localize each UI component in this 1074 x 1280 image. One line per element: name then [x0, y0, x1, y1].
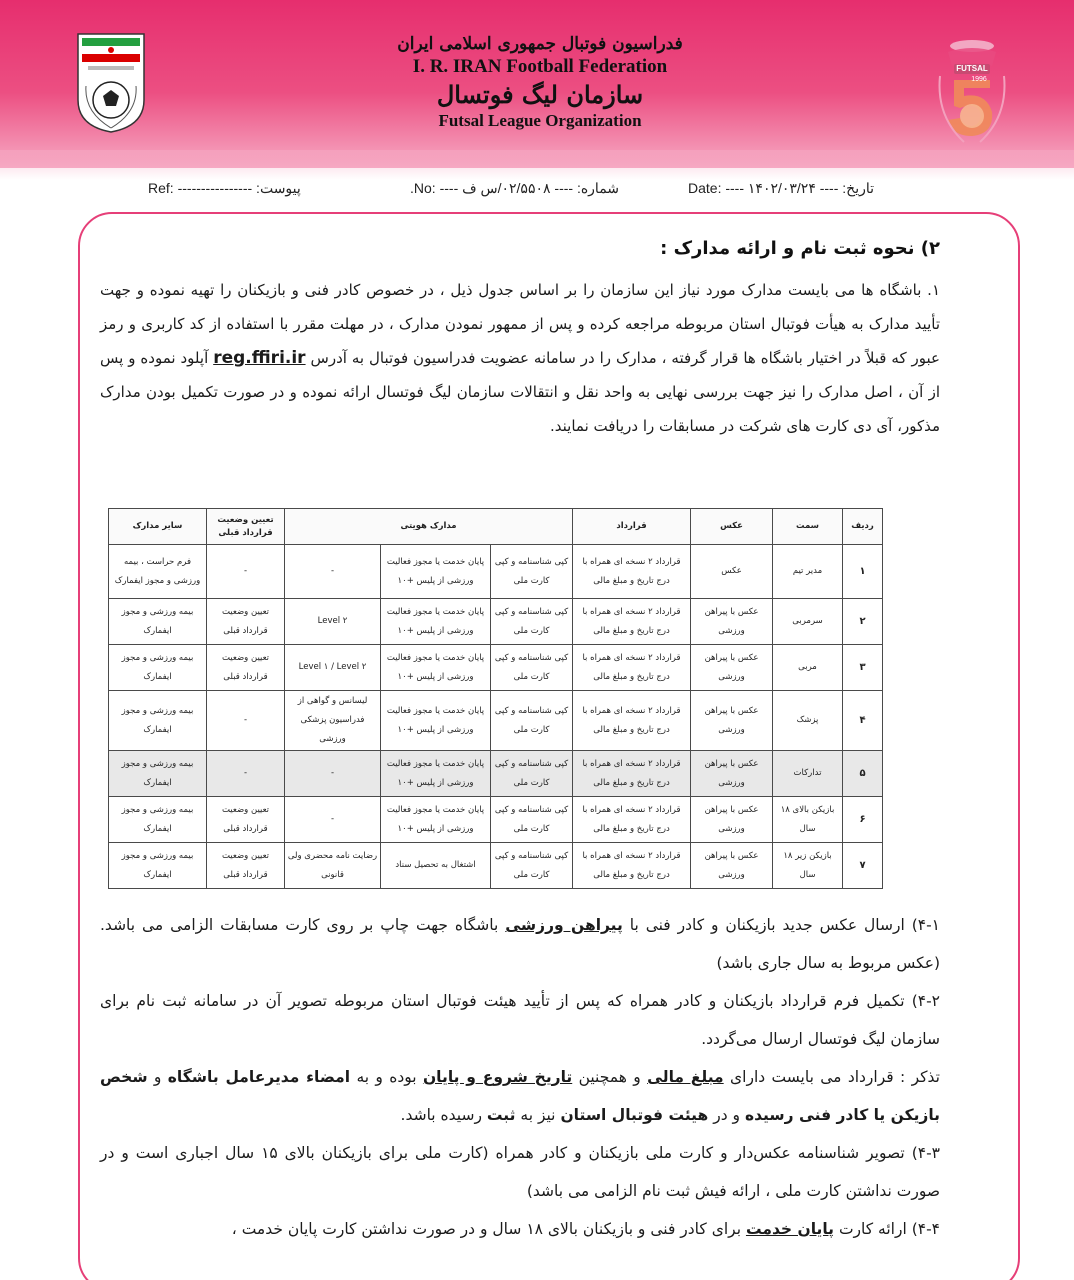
table-row — [109, 843, 883, 889]
table-cell: ۶ — [843, 797, 883, 843]
table-cell: تعیین وضعیت قرارداد قبلی — [207, 599, 285, 645]
registration-paragraph — [100, 273, 940, 443]
table-cell: بیمه ورزشی و مجوز ایفمارک — [109, 645, 207, 691]
league-name-en: Futsal League Organization — [438, 111, 642, 130]
reminder-text-i: و در — [713, 1106, 741, 1124]
federation-name-en: I. R. IRAN Football Federation — [412, 56, 668, 77]
header-other-docs: سایر مدارک — [109, 509, 207, 545]
table-cell: کپی شناسنامه و کپی کارت ملی — [491, 797, 573, 843]
table-row — [109, 545, 883, 599]
table-cell: کپی شناسنامه و کپی کارت ملی — [491, 545, 573, 599]
table-cell: کپی شناسنامه و کپی کارت ملی — [491, 751, 573, 797]
table-cell: تعیین وضعیت قرارداد قبلی — [207, 797, 285, 843]
registration-section — [100, 238, 940, 443]
reminder-text-m: رسیده باشد. — [400, 1106, 482, 1124]
table-cell: پایان خدمت یا مجوز فعالیت ورزشی از پلیس +۱۰ — [381, 545, 491, 599]
table-row — [109, 797, 883, 843]
header-identity-docs: مدارک هویتی — [285, 509, 573, 545]
table-cell: بیمه ورزشی و مجوز ایفمارک — [109, 691, 207, 751]
date-field: تاریخ: ---- ۱۴۰۲/۰۳/۲۴ ---- :Date — [688, 180, 875, 196]
table-cell: لیسانس و گواهی از فدراسیون پزشکی ورزشی — [285, 691, 381, 751]
table-cell: بیمه ورزشی و مجوز ایفمارک — [109, 797, 207, 843]
reminder-ceo-signature: امضاء مدیرعامل باشگاه — [167, 1068, 351, 1086]
reminder-financial-amount: مبلغ مالی — [647, 1068, 724, 1086]
table-row — [109, 691, 883, 751]
header-photo: عکس — [691, 509, 773, 545]
table-cell: بیمه ورزشی و مجوز ایفمارک — [109, 599, 207, 645]
table-cell: عکس با پیراهن ورزشی — [691, 797, 773, 843]
paragraph-after-link: آپلود نموده و پس از آن ، اصل مدارک را نیز جهت بررسی نهایی به واحد نقل و انتقالات سازمان لیگ فوتسال ارائه نموده و در صورت تکمیل بودن مدارک مذکور، آی دی کارت های شرکت در مسابقات را دریافت نمایند. — [100, 349, 940, 435]
table-cell: عکس با پیراهن ورزشی — [691, 645, 773, 691]
table-cell: قرارداد ۲ نسخه ای همراه با درج تاریخ و مبلغ مالی — [573, 645, 691, 691]
table-cell: قرارداد ۲ نسخه ای همراه با درج تاریخ و مبلغ مالی — [573, 751, 691, 797]
table-cell: تدارکات — [773, 751, 843, 797]
table-cell: ۴ — [843, 691, 883, 751]
table-cell: عکس با پیراهن ورزشی — [691, 843, 773, 889]
table-cell: مدیر تیم — [773, 545, 843, 599]
letterhead-fade — [0, 150, 1074, 180]
number-field: شماره: ---- ۰۲/۵۵۰۸/س ف ---- :No. — [410, 180, 620, 196]
table-header-row — [109, 509, 883, 545]
table-cell: قرارداد ۲ نسخه ای همراه با درج تاریخ و مبلغ مالی — [573, 691, 691, 751]
table-cell: اشتغال به تحصیل سناد — [381, 843, 491, 889]
futsal-badge-text: FUTSAL — [956, 64, 988, 73]
note-4-4-text-c: برای کادر فنی و بازیکنان بالای ۱۸ سال و در صورت نداشتن کارت پایان خدمت ، — [231, 1220, 742, 1238]
table-cell: - — [285, 751, 381, 797]
futsal-league-logo-icon — [934, 36, 1010, 146]
reminder-text-g: و — [153, 1068, 162, 1086]
table-cell: تعیین وضعیت قرارداد قبلی — [207, 843, 285, 889]
table-cell: فرم حراست ، بیمه ورزشی و مجوز ایفمارک — [109, 545, 207, 599]
table-cell: قرارداد ۲ نسخه ای همراه با درج تاریخ و مبلغ مالی — [573, 545, 691, 599]
table-cell: - — [207, 545, 285, 599]
table-cell: عکس با پیراهن ورزشی — [691, 691, 773, 751]
section-title: ۲) نحوه ثبت نام و ارائه مدارک : — [660, 238, 940, 259]
table-cell: کپی شناسنامه و کپی کارت ملی — [491, 691, 573, 751]
table-cell: عکس با پیراهن ورزشی — [691, 751, 773, 797]
reminder-player-signature: شخص بازیکن یا کادر فنی رسیده — [100, 1068, 940, 1124]
table-cell: پایان خدمت یا مجوز فعالیت ورزشی از پلیس +۱۰ — [381, 645, 491, 691]
note-4-3: ۴-۳) تصویر شناسنامه عکس‌دار و کارت ملی بازیکنان و کادر همراه (کارت ملی برای بازیکنان بالای ۱۵ سال اجباری است و در صورت نداشتن کارت ملی ، ارائه فیش ثبت نام الزامی می باشد) — [100, 1144, 940, 1200]
table-cell: ۲ — [843, 599, 883, 645]
table-cell: ۱ — [843, 545, 883, 599]
table-cell: Level ۱ / Level ۲ — [285, 645, 381, 691]
table-cell: ۵ — [843, 751, 883, 797]
table-cell: پایان خدمت یا مجوز فعالیت ورزشی از پلیس +۱۰ — [381, 797, 491, 843]
table-cell: قرارداد ۲ نسخه ای همراه با درج تاریخ و مبلغ مالی — [573, 599, 691, 645]
reminder-text-c: و همچنین — [578, 1068, 641, 1086]
table-cell: کپی شناسنامه و کپی کارت ملی — [491, 645, 573, 691]
table-row — [109, 599, 883, 645]
note-4-4 — [100, 1210, 940, 1248]
header-contract: قرارداد — [573, 509, 691, 545]
table-cell: عکس — [691, 545, 773, 599]
reminder-text-a: تذکر : قرارداد می بایست دارای — [730, 1068, 940, 1086]
table-cell: Level ۲ — [285, 599, 381, 645]
table-cell: ۷ — [843, 843, 883, 889]
reminder-start-end-date: تاریخ شروع و پایان — [422, 1068, 573, 1086]
reminder-province-board: هیئت فوتبال استان — [560, 1106, 709, 1124]
league-name-fa: سازمان لیگ فوتسال — [436, 80, 644, 109]
table-cell: مربی — [773, 645, 843, 691]
futsal-badge-year: 1996 — [971, 76, 987, 83]
table-cell: - — [285, 797, 381, 843]
note-4-4-emphasis: پایان خدمت — [745, 1220, 834, 1238]
table-cell: پایان خدمت یا مجوز فعالیت ورزشی از پلیس +۱۰ — [381, 599, 491, 645]
table-cell: پزشک — [773, 691, 843, 751]
documents-table — [108, 508, 882, 880]
header-previous-contract: تعیین وضعیت قرارداد قبلی — [207, 509, 285, 545]
table-cell: بیمه ورزشی و مجوز ایفمارک — [109, 843, 207, 889]
table-cell: بازیکن بالای ۱۸ سال — [773, 797, 843, 843]
note-4-1-emphasis: پیراهن ورزشی — [505, 916, 623, 934]
table-cell: قرارداد ۲ نسخه ای همراه با درج تاریخ و مبلغ مالی — [573, 797, 691, 843]
table-row — [109, 645, 883, 691]
paragraph-before-link: ۱. باشگاه ها می بایست مدارک مورد نیاز این سازمان را بر اساس جدول ذیل ، در خصوص کادر فنی و بازیکنان را تهیه نموده و جهت تأیید مدارک به هیأت فوتبال استان مربوطه مراجعه کرده و پس از ممهور نمودن مدارک ، در مهلت مقرر با استفاده از کد کاربری و رمز عبور که قبلاً در اختیار باشگاه ها قرار گرفته ، مدارک را در سامانه عضویت فدراسیون فوتبال به آدرس — [100, 281, 941, 367]
note-4-2: ۴-۲) تکمیل فرم قرارداد بازیکنان و کادر همراه که پس از تأیید هیئت فوتبال استان مربوطه تصویر آن در سامانه ثبت نام برای سازمان لیگ فوتسال ارسال می‌گردد. — [100, 992, 940, 1048]
table-cell: پایان خدمت یا مجوز فعالیت ورزشی از پلیس +۱۰ — [381, 691, 491, 751]
table-cell: بازیکن زیر ۱۸ سال — [773, 843, 843, 889]
note-4-1-text-a: ۴-۱) ارسال عکس جدید بازیکنان و کادر فنی با — [629, 916, 941, 934]
note-4-1 — [100, 906, 940, 982]
table-cell: کپی شناسنامه و کپی کارت ملی — [491, 843, 573, 889]
organization-title — [380, 34, 700, 131]
ffiri-emblem-icon — [74, 30, 148, 134]
table-cell: قرارداد ۲ نسخه ای همراه با درج تاریخ و مبلغ مالی — [573, 843, 691, 889]
header-position: سمت — [773, 509, 843, 545]
attachment-field: پیوست: ---------------- :Ref — [148, 180, 301, 196]
reminder-registration: ثبت — [486, 1106, 516, 1124]
table-cell: - — [207, 751, 285, 797]
table-cell: سرمربی — [773, 599, 843, 645]
table-cell: - — [285, 545, 381, 599]
note-4-4-text-a: ۴-۴) ارائه کارت — [838, 1220, 940, 1238]
table-cell: پایان خدمت یا مجوز فعالیت ورزشی از پلیس +۱۰ — [381, 751, 491, 797]
table-cell: - — [207, 691, 285, 751]
note-4-1-text-c: باشگاه جهت چاپ بر روی کارت مسابقات الزامی می باشد. (عکس مربوط به سال جاری باشد) — [100, 916, 940, 972]
table-cell: رضایت نامه محضری ولی قانونی — [285, 843, 381, 889]
table-cell: ۳ — [843, 645, 883, 691]
notes-section — [100, 906, 940, 1248]
table-cell: عکس با پیراهن ورزشی — [691, 599, 773, 645]
reminder-text-k: نیز به — [520, 1106, 556, 1124]
table-row — [109, 751, 883, 797]
federation-name-fa: فدراسیون فوتبال جمهوری اسلامی ایران — [397, 34, 683, 54]
table-cell: تعیین وضعیت قرارداد قبلی — [207, 645, 285, 691]
registration-link[interactable]: reg.ffiri.ir — [213, 348, 306, 368]
reminder-text-e: بوده و به — [356, 1068, 417, 1086]
table-cell: بیمه ورزشی و مجوز ایفمارک — [109, 751, 207, 797]
contract-reminder — [100, 1058, 940, 1134]
table-cell: کپی شناسنامه و کپی کارت ملی — [491, 599, 573, 645]
reference-line — [0, 180, 1074, 204]
header-row-number: ردیف — [843, 509, 883, 545]
